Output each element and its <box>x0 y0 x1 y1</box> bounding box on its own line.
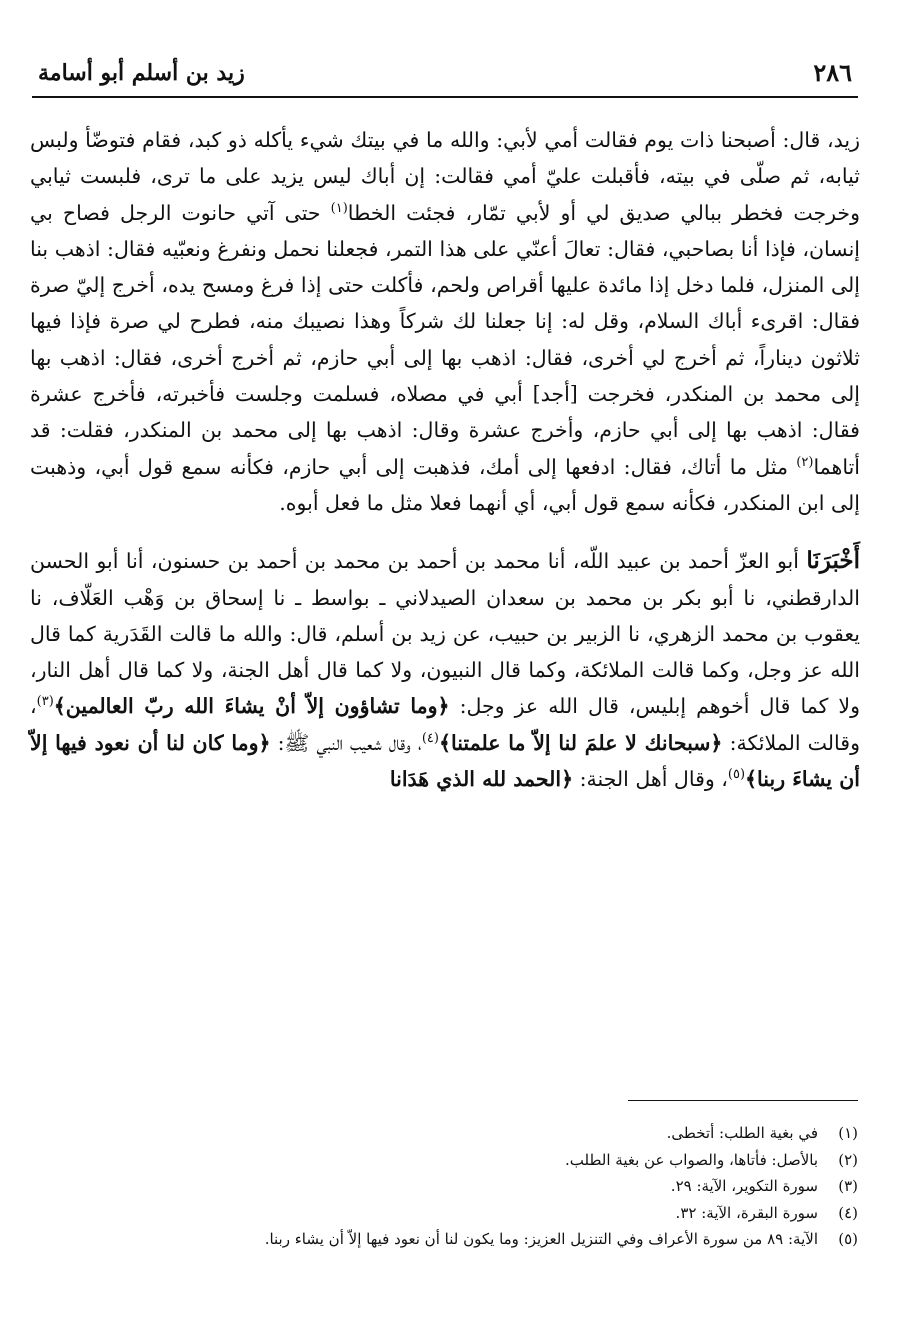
footnote-ref-3: (٣) <box>36 694 54 710</box>
footnote-text: بالأصل: فأتاها، والصواب عن بغية الطلب. <box>565 1150 818 1169</box>
paragraph-1-text-b: حتى آتي حانوت الرجل فصاح بي إنسان، فإذا أنا بصاحبي، فقال: تعالَ أعنّي على هذا التمر، فجعلنا نحمل ونفرغ ونعبّيه فقال: اذهب بنا إلى المنزل، فلما دخل إذا مائدة عليها أقراص ولحم، فأكلت حتى إذا فرغ ومسح يده، أخرج إليّ صرة فقال: اقرىء أباك السلام، وقل له: إنا جعلنا لك شركاً وهذا نصيبك منه، فطرح لي صرة فإذا فيها ثلاثون ديناراً، ثم أخرج لي أخرى، فقال: اذهب بها إلى أبي حازم، ثم أخرج أخرى، فقال: اذهب بها إلى محمد بن المنكدر، فخرجت [أجد] أبي في مصلاه، فسلمت وجلست فأخبرته، فأخرج عشرة فقال: اذهب بها إلى أبي حازم، وأخرج عشرة وقال: اذهب بها إلى محمد بن المنكدر، فقلت: قد أتاهما <box>30 200 860 479</box>
footnote-divider <box>628 1100 858 1101</box>
footnote-ref-5: (٥) <box>727 767 746 783</box>
footnote-text: في بغية الطلب: أتخطى. <box>666 1124 818 1142</box>
running-title: زيد بن أسلم أبو أسامة <box>38 60 245 86</box>
footnote-1 <box>60 1120 858 1147</box>
paragraph-2-text-d: ، وقال أهل الجنة: <box>573 767 728 792</box>
page-header <box>32 52 858 98</box>
paragraph-2 <box>30 543 860 797</box>
main-text <box>30 122 860 797</box>
footnote-text: سورة البقرة، الآية: ٣٢. <box>675 1203 818 1222</box>
page-number: ٢٨٦ <box>813 58 852 87</box>
footnote-text: سورة التكوير، الآية: ٢٩. <box>670 1177 818 1195</box>
footnote-number: (٥) <box>838 1230 858 1248</box>
quran-quote-1: ﴿وما تشاؤون إلاّ أنْ يشاءَ الله ربّ العالمين﴾ <box>53 694 450 719</box>
isnad-lead-word: أَخْبَرَنَا <box>806 547 860 575</box>
footnotes <box>60 1120 858 1253</box>
footnote-ref-2: (٢) <box>796 454 814 470</box>
footnote-2 <box>60 1147 858 1174</box>
footnote-number: (٢) <box>838 1150 858 1169</box>
quran-quote-4: ﴿الحمد لله الذي هَدَانا <box>389 767 574 792</box>
footnote-4 <box>60 1200 858 1227</box>
paragraph-2-text-a: أبو العزّ أحمد بن عبيد اللّه، أنا محمد بن أحمد بن محمد بن أحمد بن حسنون، أنا أبو الحسن الدارقطني، نا أبو بكر بن محمد بن سعدان الصيدلاني ـ بواسط ـ نا إسحاق بن وَهْب العَلّاف، نا يعقوب بن محمد الزهري، نا الزبير بن حبيب، عن زيد بن أسلم، قال: والله ما قالت القَدَرية كما قال الله عز وجل، وكما قالت الملائكة، وكما قال النبيون، ولا كما قال أهل الجنة، ولا كما قال أهل النار، ولا كما قال أخوهم إبليس، قال الله عز وجل: <box>30 549 861 719</box>
footnote-5 <box>60 1226 858 1253</box>
quran-quote-3: ﴿وما كان لنا أن نعود فيها إلاّ أن يشاءَ ربنا﴾ <box>30 730 860 792</box>
footnote-ref-4: (٤) <box>421 730 439 746</box>
paragraph-1 <box>30 122 860 521</box>
footnote-number: (٣) <box>838 1177 858 1195</box>
footnote-number: (١) <box>838 1124 858 1142</box>
paragraph-1-text-a: زيد، قال: أصبحنا ذات يوم فقالت أمي لأبي: والله ما في بيتك شيء يأكله ذو كبد، فقام فتوضّأ ولبس ثيابه، ثم صلّى في بيته، فأقبلت عليّ أمي فقالت: إن أباك ليس يزيد على ما ترى، فلبست ثيابي وخرجت فخطر ببالي صديق لي أو لأبي تمّار، فجئت الخطا <box>30 128 861 225</box>
paragraph-2-text-b: ، وقالت الملائكة: <box>30 694 860 755</box>
footnote-ref-1: (١) <box>330 200 348 216</box>
quran-quote-2: ﴿سبحانك لا علمَ لنا إلاّ ما علمتنا﴾ <box>438 730 723 755</box>
footnote-3 <box>60 1173 858 1200</box>
paragraph-2-text-c: ، وقال شعيب النبي ﷺ: <box>270 730 422 755</box>
footnote-number: (٤) <box>838 1203 858 1222</box>
footnote-text: الآية: ٨٩ من سورة الأعراف وفي التنزيل العزيز: وما يكون لنا أن نعود فيها إلاّ أن يشاء ربنا. <box>264 1230 818 1248</box>
paragraph-1-text-c: مثل ما أتاك، فقال: ادفعها إلى أمك، فذهبت إلى أبي حازم، فكأنه سمع قول أبي، وذهبت إلى ابن المنكدر، فكأنه سمع قول أبي، أي أنهما فعلا مثل ما فعل أبوه. <box>30 454 860 515</box>
